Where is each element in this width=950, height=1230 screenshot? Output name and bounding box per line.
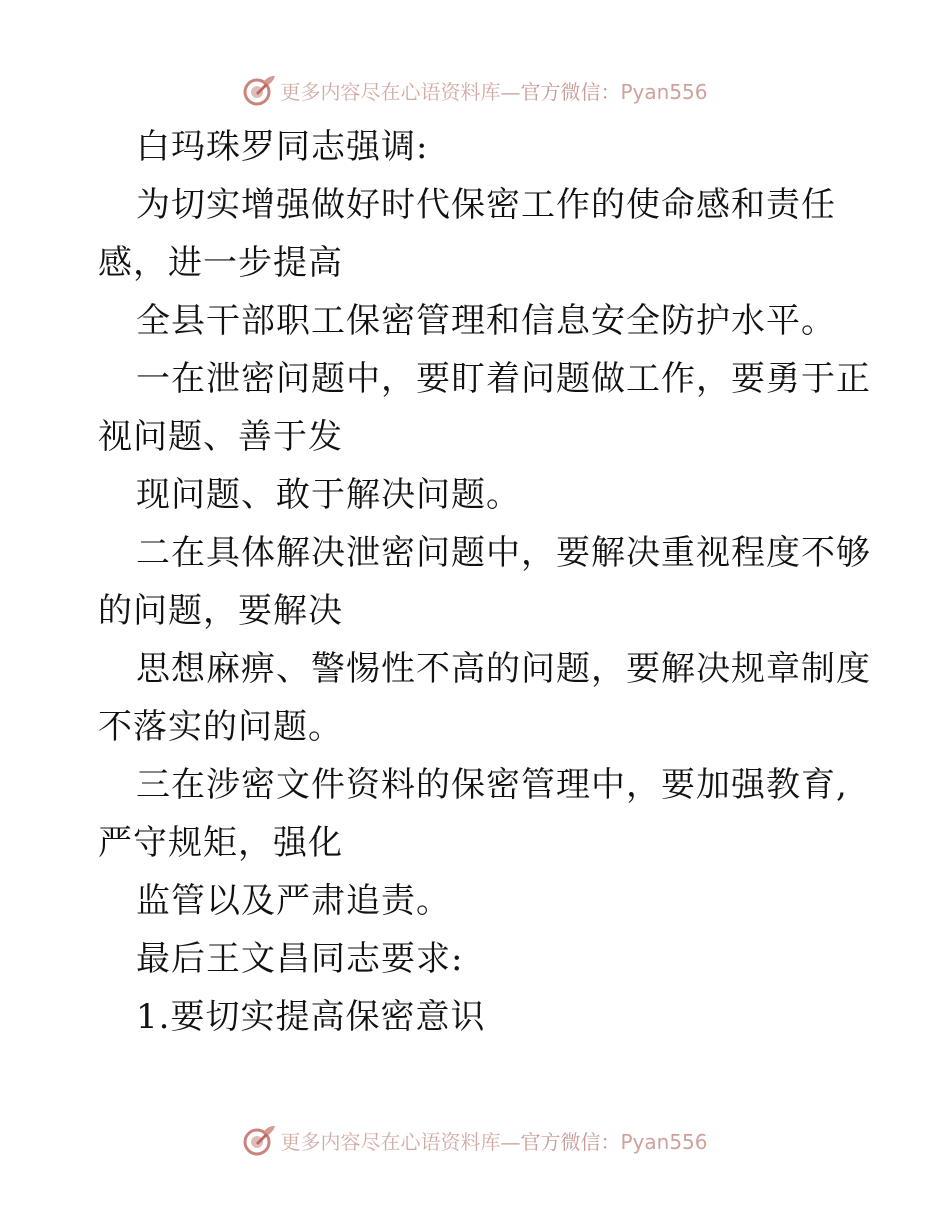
quill-pen-seal-icon bbox=[242, 1123, 276, 1157]
text-line: 的问题，要解决 bbox=[98, 591, 343, 631]
text-line: 视问题、善于发 bbox=[98, 417, 343, 457]
text-line: 思想麻痹、警惕性不高的问题，要解决规章制度 bbox=[136, 649, 871, 689]
text-line: 二在具体解决泄密问题中，要解决重视程度不够 bbox=[136, 533, 871, 573]
quill-pen-seal-icon bbox=[242, 73, 276, 107]
text-line: 最后王文昌同志要求: bbox=[136, 939, 464, 979]
text-line: 三在涉密文件资料的保密管理中，要加强教育, bbox=[136, 765, 848, 805]
text-line: 全县干部职工保密管理和信息安全防护水平。 bbox=[136, 301, 836, 341]
watermark-text: 更多内容尽在心语资料库—官方微信：Pyan556 bbox=[280, 79, 708, 104]
text-line: 1.要切实提高保密意识 bbox=[136, 997, 486, 1037]
text-line: 严守规矩，强化 bbox=[98, 823, 343, 863]
text-line: 为切实增强做好时代保密工作的使命感和责任 bbox=[136, 185, 836, 225]
watermark-text: 更多内容尽在心语资料库—官方微信：Pyan556 bbox=[280, 1129, 708, 1154]
text-line: 监管以及严肃追责。 bbox=[136, 881, 451, 921]
text-line: 一在泄密问题中，要盯着问题做工作，要勇于正 bbox=[136, 359, 871, 399]
text-line: 感，进一步提高 bbox=[98, 243, 343, 283]
footer-watermark bbox=[0, 1120, 950, 1160]
header-watermark bbox=[0, 70, 950, 110]
text-line: 白玛珠罗同志强调: bbox=[136, 127, 429, 167]
document-body bbox=[98, 118, 871, 1046]
text-line: 不落实的问题。 bbox=[98, 707, 343, 747]
text-line: 现问题、敢于解决问题。 bbox=[136, 475, 521, 515]
